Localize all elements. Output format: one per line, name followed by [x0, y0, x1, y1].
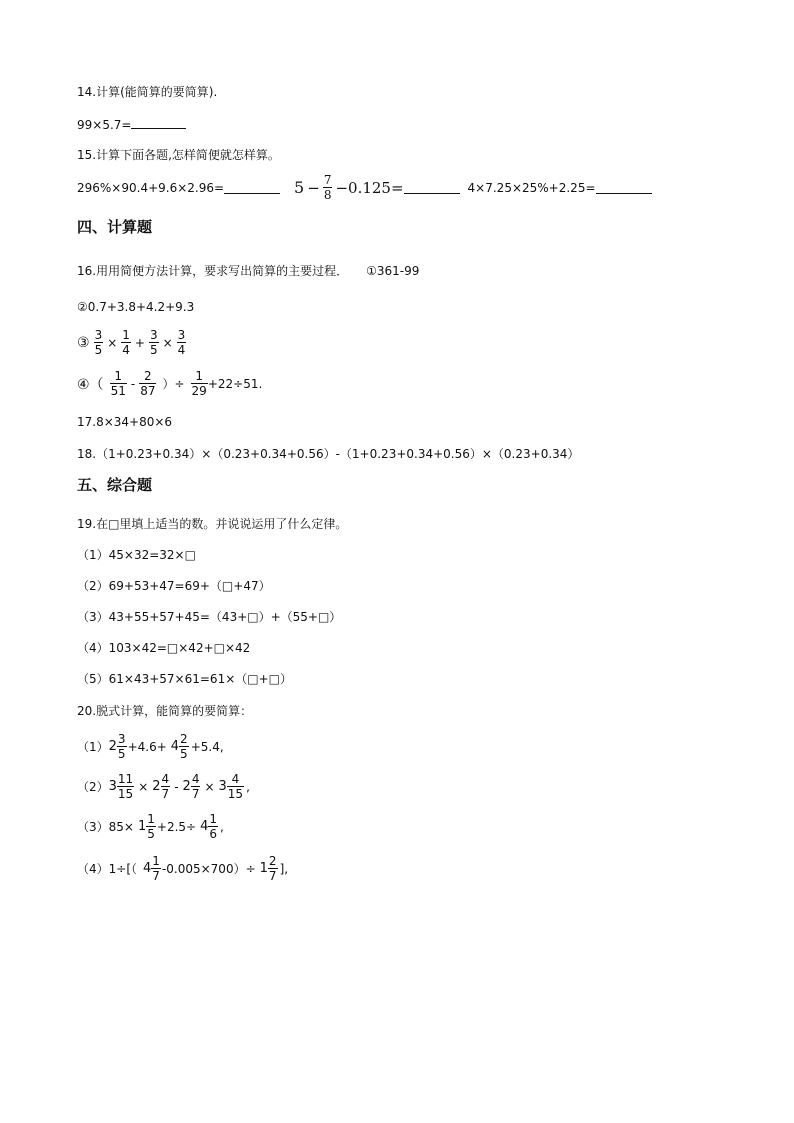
- q15-e3: 4×7.25×25%+2.25=: [467, 180, 596, 195]
- mixed-whole: 3: [218, 779, 227, 794]
- q20-i2-frac3: [191, 773, 201, 800]
- frac-num: 2: [180, 732, 188, 746]
- frac-num: 4: [191, 772, 200, 786]
- frac-den: 7: [161, 787, 170, 801]
- q20-item-2: [77, 773, 250, 800]
- q14-title: 14.计算(能简算的要简算).: [77, 85, 218, 99]
- q15-e2-whole: 5: [294, 178, 305, 197]
- frac-den: 51: [110, 384, 126, 398]
- q20-i2-end: ,: [246, 779, 250, 794]
- q20-i1-end: +5.4,: [190, 739, 224, 754]
- q16-title-line: [77, 263, 419, 279]
- q20-i2-frac2: [161, 773, 171, 800]
- mixed-whole: 2: [182, 779, 191, 794]
- q16-part3: [77, 329, 186, 356]
- frac-den: 7: [191, 787, 200, 801]
- q15-row: [77, 174, 652, 201]
- q16-p3-op3: ×: [162, 335, 173, 350]
- frac-num: 1: [110, 370, 127, 384]
- q16-p4-frac2: [139, 370, 156, 397]
- q16-p4-frac1: [110, 370, 127, 397]
- frac-den: 4: [122, 343, 130, 357]
- frac-den: 5: [149, 343, 158, 357]
- frac-den: 5: [94, 343, 103, 357]
- q20-i3-frac1: [146, 813, 156, 840]
- mixed-whole: 4: [143, 861, 152, 876]
- section-4-title: 四、计算题: [77, 218, 153, 236]
- frac-den: 4: [177, 343, 186, 357]
- q19-item-1: （1）45×32=32×□: [77, 548, 196, 562]
- q15-e2-minus: −: [307, 178, 320, 197]
- q20-i2-frac4: [227, 773, 244, 800]
- q16-p4-frac3: [191, 370, 208, 397]
- q16-part1: ①361-99: [366, 264, 420, 278]
- q16-p3-op1: ×: [107, 335, 118, 350]
- q19-item-3: （3）43+55+57+45=（43+□）+（55+□）: [77, 610, 342, 624]
- q15-e2-rest: −0.125=: [335, 178, 404, 197]
- q20-i4-end: ],: [279, 861, 289, 876]
- q15-title: 15.计算下面各题,怎样简便就怎样算。: [77, 148, 280, 162]
- frac-num: 1: [122, 328, 130, 342]
- frac-num: 3: [117, 732, 126, 746]
- q20-i2-op2: -: [174, 779, 179, 794]
- frac-num: 4: [161, 772, 170, 786]
- q20-i2-frac1: [117, 773, 134, 800]
- mixed-whole: 2: [152, 779, 161, 794]
- frac-den: 6: [209, 827, 218, 841]
- q16-p3-frac2: [121, 329, 131, 356]
- q16-p3-frac3: [149, 329, 159, 356]
- q20-i3-mid: +2.5÷: [156, 819, 197, 834]
- frac-den: 5: [147, 827, 155, 841]
- q20-i2-label: （2）: [77, 780, 109, 794]
- q20-item-1: [77, 733, 224, 760]
- q19-item-2: （2）69+53+47=69+（□+47）: [77, 579, 271, 593]
- q20-i2-op3: ×: [204, 779, 215, 794]
- frac-num: 2: [139, 370, 156, 384]
- q14-expr-text: 99×5.7=: [77, 118, 132, 132]
- q14-expr: [77, 116, 186, 133]
- q16-part2: ②0.7+3.8+4.2+9.3: [77, 300, 195, 314]
- frac-num: 1: [209, 812, 218, 826]
- frac-num: 3: [177, 328, 186, 342]
- frac-num: 3: [149, 328, 158, 342]
- frac-num: 3: [94, 328, 103, 342]
- frac-den: 15: [227, 787, 244, 801]
- q20-i4-mid: -0.005×700）÷: [161, 862, 256, 876]
- frac-den: 87: [140, 384, 156, 398]
- q20-i1-frac2: [179, 733, 189, 760]
- q16-p4-label: ④（: [77, 376, 104, 393]
- mixed-whole: 4: [200, 819, 209, 834]
- q20-i4-frac1: [151, 855, 161, 882]
- q20-i3-label: （3）85×: [77, 820, 134, 834]
- mixed-whole: 4: [170, 739, 180, 754]
- frac-num: 2: [268, 854, 277, 868]
- q15-e1-blank[interactable]: [224, 181, 280, 194]
- section-5-title: 五、综合题: [77, 476, 153, 494]
- q15-e2-blank[interactable]: [404, 181, 460, 194]
- mixed-whole: 1: [259, 861, 268, 876]
- frac-den: 29: [191, 384, 207, 398]
- q20-i1-mid: +4.6+: [127, 739, 167, 754]
- q20-i1-label: （1）: [77, 740, 109, 754]
- q20-i1-frac1: [117, 733, 127, 760]
- q20-i2-op1: ×: [138, 779, 149, 794]
- q20-i3-frac2: [208, 813, 218, 840]
- q20-i4-label: （4）1÷[（: [77, 862, 138, 876]
- q16-p4-rest: +22÷51.: [207, 376, 263, 391]
- q17-expr: 17.8×34+80×6: [77, 415, 173, 429]
- q15-e2-fraction: [323, 174, 333, 201]
- q20-item-4: [77, 855, 288, 882]
- frac-num: 4: [227, 773, 244, 787]
- frac-num: 1: [147, 812, 155, 826]
- q16-p3-label: ③: [77, 334, 90, 351]
- q16-part4: [77, 370, 262, 397]
- frac-den: 7: [268, 869, 277, 883]
- q18-expr: 18.（1+0.23+0.34）×（0.23+0.34+0.56）-（1+0.23+0.34+0.56）×（0.23+0.34）: [77, 447, 580, 461]
- q19-item-4: （4）103×42=□×42+□×42: [77, 641, 251, 655]
- q16-p4-op1: -: [130, 376, 136, 391]
- q15-e3-blank[interactable]: [596, 181, 652, 194]
- frac-num: 11: [117, 772, 134, 786]
- q16-title: 16.用用简便方法计算，要求写出简算的主要过程．: [77, 264, 349, 278]
- q20-title: 20.脱式计算，能简算的要简算：: [77, 704, 253, 718]
- q16-p3-frac4: [177, 329, 187, 356]
- mixed-whole: 1: [137, 819, 147, 834]
- q20-i4-frac2: [268, 855, 278, 882]
- q15-e1: 296%×90.4+9.6×2.96=: [77, 180, 225, 195]
- q15-e2-den: 8: [323, 188, 332, 202]
- frac-den: 7: [152, 869, 160, 883]
- q15-e2-num: 7: [323, 173, 332, 187]
- q16-p3-op2: +: [134, 335, 145, 350]
- q14-answer-blank[interactable]: [131, 116, 186, 129]
- q16-p4-op2: ）÷: [162, 377, 185, 391]
- frac-den: 5: [117, 747, 126, 761]
- q20-item-3: [77, 813, 224, 840]
- q19-item-5: （5）61×43+57×61=61×（□+□）: [77, 672, 292, 686]
- q16-p3-frac1: [94, 329, 104, 356]
- frac-den: 5: [180, 747, 188, 761]
- q20-i3-end: ,: [220, 819, 224, 834]
- mixed-whole: 3: [108, 779, 117, 794]
- mixed-whole: 2: [108, 739, 117, 754]
- frac-num: 1: [191, 370, 208, 384]
- frac-num: 1: [152, 854, 160, 868]
- q19-title: 19.在□里填上适当的数。并说说运用了什么定律。: [77, 517, 348, 531]
- frac-den: 15: [117, 787, 134, 801]
